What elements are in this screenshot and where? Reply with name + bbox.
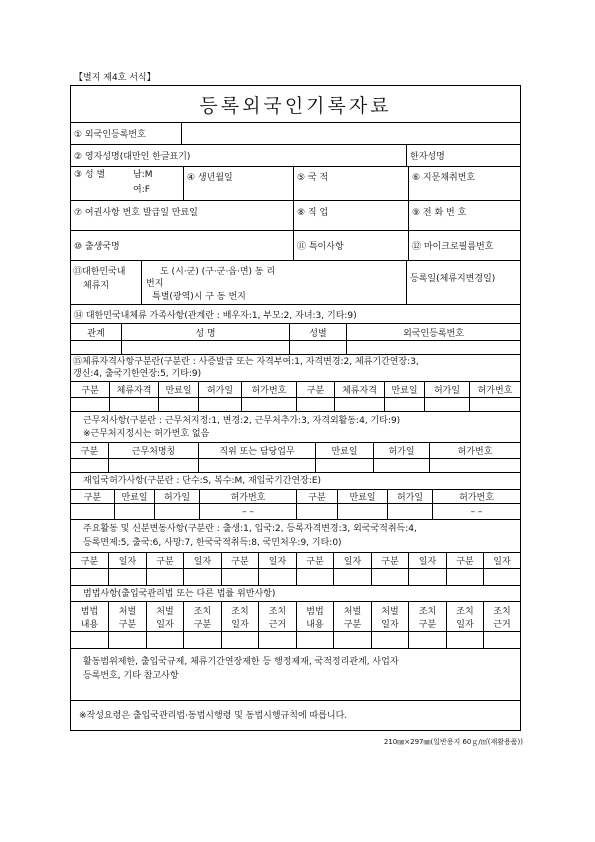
status-cell[interactable]: [469, 398, 520, 411]
violation-header-bottom: 구분: [118, 619, 137, 630]
violation-cell[interactable]: [221, 632, 258, 648]
reentry-header-row: [71, 489, 520, 503]
work-col-type: 구분: [80, 447, 99, 457]
reentry-col-permit-number: 허가번호: [199, 490, 296, 503]
paper-size-note: 210㎜×297㎜(일반용지 60ｇ/㎡(재활용품)): [383, 738, 523, 746]
reentry-permit-number-dash[interactable]: – –: [432, 504, 520, 519]
status-col-permit-date: 허가일: [198, 382, 241, 397]
instruction-text: ※작성요령은 출입국관리법·동법시행령 및 동법시행규칙에 따릅니다.: [79, 711, 348, 721]
reentry-cell[interactable]: [114, 504, 154, 519]
microfilm-number-label: ⑫ 마이크로필름번호: [408, 231, 520, 260]
address-line-2: 번지: [146, 279, 164, 289]
residence-address-field[interactable]: [141, 261, 406, 304]
activity-cell[interactable]: [408, 569, 446, 585]
reentry-permit-number-dash[interactable]: – –: [199, 504, 296, 519]
violation-col-penalty-type: [333, 602, 371, 631]
birth-country-label: ⑩ 출생국명: [74, 242, 120, 252]
family-header-row: [71, 323, 520, 340]
residence-label-line2: 체류지: [83, 281, 110, 291]
reentry-data-row: [71, 503, 520, 519]
violation-header-top: 범법: [80, 606, 99, 617]
work-cell[interactable]: [315, 459, 373, 472]
work-cell[interactable]: [198, 459, 315, 472]
sex-label: ③ 성 별: [74, 170, 106, 180]
violation-header-bottom: 내용: [80, 619, 99, 630]
sex-female-option[interactable]: 여:F: [133, 185, 150, 195]
english-name-label: ② 영자성명(대만인 한글표기): [74, 152, 191, 162]
status-col-qualification: 체류자격: [109, 382, 158, 397]
activity-cell[interactable]: [146, 569, 183, 585]
violation-col-offense: [296, 602, 333, 631]
name-row: [71, 144, 520, 166]
violation-col-action-type: [183, 602, 221, 631]
family-data-row: [71, 340, 520, 354]
status-cell[interactable]: [109, 398, 158, 411]
activity-col-type: 구분: [221, 553, 258, 568]
violation-col-action-basis: [258, 602, 296, 631]
status-col-type: 구분: [296, 382, 334, 397]
violation-cell[interactable]: [71, 632, 108, 648]
reentry-col-permit-date: 허가일: [154, 490, 199, 503]
activity-cell[interactable]: [371, 569, 408, 585]
violation-cell[interactable]: [371, 632, 408, 648]
activity-col-date: 일자: [333, 553, 371, 568]
registration-date-label: 등록일(체류지변경일): [406, 261, 520, 304]
violation-header-top: 조치: [268, 606, 287, 617]
violation-col-action-date: [221, 602, 258, 631]
registration-number-field[interactable]: [181, 123, 520, 144]
registration-number-row: [71, 122, 520, 144]
reentry-col-permit-number: 허가번호: [432, 490, 520, 503]
reentry-col-expiry: 만료일: [337, 490, 387, 503]
notes-row[interactable]: [71, 648, 520, 700]
family-cell[interactable]: [289, 341, 346, 354]
violation-header-top: 처벌: [381, 606, 399, 617]
special-notes-label: ⑪ 특이사항: [293, 231, 408, 260]
registration-number-label: ① 외국인등록번호: [74, 130, 146, 140]
family-col-relation: 관계: [87, 328, 105, 339]
record-form: [70, 85, 521, 731]
activity-col-type: 구분: [296, 553, 333, 568]
occupation-label: ⑧ 직 업: [293, 201, 408, 230]
work-title-row: [71, 411, 520, 442]
work-data-row: [71, 458, 520, 472]
status-cell[interactable]: [424, 398, 469, 411]
violation-header-bottom: 구분: [418, 619, 437, 630]
residence-label-line1: ⑬대한민국내: [73, 267, 126, 277]
family-title-row: [71, 304, 520, 323]
activity-cell[interactable]: [71, 569, 108, 585]
violation-header-bottom: 일자: [381, 619, 399, 630]
work-col-expiry: 만료일: [315, 443, 373, 458]
violation-col-action-type: [408, 602, 446, 631]
status-cell[interactable]: [198, 398, 241, 411]
activity-header-row: [71, 552, 520, 568]
status-cell[interactable]: [241, 398, 296, 411]
activity-cell[interactable]: [333, 569, 371, 585]
activity-col-date: 일자: [183, 553, 221, 568]
reentry-title-row: [71, 472, 520, 489]
violation-header-bottom: 일자: [231, 619, 249, 630]
family-col-name: 성 명: [121, 324, 289, 340]
sex-field: [71, 167, 183, 200]
activity-col-type: 구분: [446, 553, 483, 568]
status-col-permit-date: 허가일: [424, 382, 469, 397]
activity-cell[interactable]: [221, 569, 258, 585]
activity-cell[interactable]: [108, 569, 146, 585]
violation-header-top: 조치: [193, 606, 212, 617]
status-col-qualification: 체류자격: [334, 382, 384, 397]
family-col-registration-number: 외국인등록번호: [346, 324, 520, 340]
violation-col-action-date: [446, 602, 483, 631]
status-title-row: [71, 354, 520, 381]
family-cell[interactable]: [346, 341, 520, 354]
violation-cell[interactable]: [446, 632, 483, 648]
reentry-cell[interactable]: [337, 504, 387, 519]
activity-cell[interactable]: [296, 569, 333, 585]
phone-label: ⑨ 전 화 번 호: [408, 201, 520, 230]
violation-cell[interactable]: [108, 632, 146, 648]
violation-data-row: [71, 631, 520, 648]
instruction-row: [71, 700, 520, 730]
activity-data-row: [71, 568, 520, 585]
status-cell[interactable]: [296, 398, 334, 411]
work-cell[interactable]: [108, 459, 198, 472]
violation-col-penalty-date: [146, 602, 183, 631]
fingerprint-number-label: ⑥ 지문채취번호: [408, 167, 520, 200]
violation-header-bottom: 구분: [343, 619, 362, 630]
reentry-cell[interactable]: [71, 504, 114, 519]
violation-header-top: 조치: [456, 606, 474, 617]
status-cell[interactable]: [384, 398, 424, 411]
violation-cell[interactable]: [146, 632, 183, 648]
activity-cell[interactable]: [183, 569, 221, 585]
work-title-line1: 근무처사항(구분란 : 근무처지정:1, 변경:2, 근무처추가:3, 자격외활동:4, 기타:9): [83, 416, 401, 426]
violation-cell[interactable]: [408, 632, 446, 648]
violation-col-penalty-date: [371, 602, 408, 631]
violation-header-top: 처벌: [156, 606, 174, 617]
reentry-cell[interactable]: [296, 504, 337, 519]
reentry-col-expiry: 만료일: [114, 490, 154, 503]
status-col-type: 구분: [81, 386, 99, 396]
reentry-cell[interactable]: [387, 504, 432, 519]
activity-title-row: [71, 519, 520, 552]
activity-col-type: 구분: [371, 553, 408, 568]
status-data-row: [71, 397, 520, 411]
violation-header-bottom: 일자: [156, 619, 174, 630]
reentry-col-type: 구분: [296, 490, 337, 503]
status-title-line2: 갱신:4, 출국기한연장:5, 기타:9): [73, 369, 202, 379]
reentry-cell[interactable]: [154, 504, 199, 519]
reentry-col-permit-date: 허가일: [387, 490, 432, 503]
activity-col-date: 일자: [483, 553, 520, 568]
form-number-label: 【별지 제4호 서식】: [74, 73, 156, 83]
work-col-position: 직위 또는 담당업무: [198, 443, 315, 458]
violation-title-row: [71, 585, 520, 601]
work-col-permit-date: 허가일: [373, 443, 429, 458]
violation-header-row: [71, 601, 520, 631]
work-header-row: [71, 442, 520, 458]
violation-title: 범법사항(출입국관리법 또는 다른 법률 위반사항): [83, 589, 276, 599]
violation-header-bottom: 근거: [493, 619, 511, 630]
sex-male-option[interactable]: 남:M: [133, 170, 153, 180]
status-cell[interactable]: [71, 398, 109, 411]
activity-cell[interactable]: [258, 569, 296, 585]
violation-header-bottom: 내용: [306, 619, 324, 630]
violation-header-top: 범법: [306, 606, 324, 617]
title-row: [71, 86, 520, 122]
residence-label: [71, 261, 141, 304]
activity-cell[interactable]: [446, 569, 483, 585]
reentry-title: 재입국허가사항(구분란 : 단수:S, 복수:M, 재입국기간연장:E): [83, 476, 322, 486]
violation-header-bottom: 구분: [193, 619, 212, 630]
status-col-permit-number: 허가번호: [241, 382, 296, 397]
passport-row: [71, 200, 520, 230]
notes-line1: 활동범위제한, 출입국규제, 체류기간연장제한 등 행정제재, 국적정리관계, 사업자: [83, 657, 399, 667]
personal-info-row: [71, 166, 520, 200]
activity-title-line1: 주요활동 및 신분변동사항(구분란 : 출생:1, 입국:2, 등록자격변경:3, 외국국적취득:4,: [83, 524, 417, 534]
passport-label: ⑦ 여권사항 번호 발급일 만료일: [74, 208, 198, 218]
family-section-title: ⑭ 대한민국내체류 가족사항(관계란 : 배우자:1, 부모:2, 자녀:3, 기타:9): [74, 310, 357, 321]
status-col-expiry: 만료일: [384, 382, 424, 397]
birth-date-label: ④ 생년월일: [183, 167, 293, 200]
work-cell[interactable]: [71, 459, 108, 472]
address-line-1: 도 (시·군) (구·군·읍·면) 동 리: [160, 267, 276, 277]
work-cell[interactable]: [429, 459, 520, 472]
work-col-permit-number: 허가번호: [429, 443, 520, 458]
work-col-workplace: 근무처명칭: [108, 443, 198, 458]
violation-cell[interactable]: [183, 632, 221, 648]
violation-header-bottom: 근거: [268, 619, 287, 630]
activity-col-type: 구분: [80, 557, 99, 567]
activity-col-date: 일자: [408, 553, 446, 568]
status-col-expiry: 만료일: [158, 382, 198, 397]
family-cell[interactable]: [71, 341, 121, 354]
activity-col-date: 일자: [258, 553, 296, 568]
violation-header-top: 처벌: [343, 606, 362, 617]
violation-header-top: 조치: [493, 606, 511, 617]
family-col-sex: 성별: [289, 324, 346, 340]
violation-cell[interactable]: [296, 632, 333, 648]
reentry-col-type: 구분: [83, 493, 102, 503]
work-title-line2: ※근무처지정시는 허가번호 없음: [83, 429, 210, 439]
violation-header-top: 조치: [231, 606, 249, 617]
status-cell[interactable]: [158, 398, 198, 411]
hanja-name-label: 한자성명: [406, 145, 520, 166]
activity-col-type: 구분: [146, 553, 183, 568]
activity-cell[interactable]: [483, 569, 520, 585]
status-title-line1: ⑮체류자격사항구분란(구분란 : 사증발급 또는 자격부여:1, 자격변경:2, 체류기간연장:3,: [73, 357, 419, 367]
violation-col-penalty-type: [108, 602, 146, 631]
violation-header-top: 처벌: [118, 606, 137, 617]
status-header-row: [71, 381, 520, 397]
violation-cell[interactable]: [333, 632, 371, 648]
violation-cell[interactable]: [258, 632, 296, 648]
birthplace-row: [71, 230, 520, 260]
violation-col-action-basis: [483, 602, 520, 631]
residence-row: [71, 260, 520, 304]
status-cell[interactable]: [334, 398, 384, 411]
family-cell[interactable]: [121, 341, 289, 354]
violation-header-top: 조치: [418, 606, 437, 617]
violation-header-bottom: 일자: [456, 619, 474, 630]
activity-col-date: 일자: [108, 553, 146, 568]
address-line-3: 특별(광역)시 구 동 번지: [152, 292, 246, 302]
violation-col-offense: [71, 602, 108, 631]
status-col-permit-number: 허가번호: [469, 382, 520, 397]
work-cell[interactable]: [373, 459, 429, 472]
violation-cell[interactable]: [483, 632, 520, 648]
activity-title-line2: 등록면제:5, 출국:6, 사망:7, 한국국적취득:8, 국민처우:9, 기타:0): [83, 538, 342, 548]
form-title: 등록외국인기록자료: [199, 95, 392, 117]
notes-line2: 등록번호, 기타 참고사항: [83, 671, 179, 681]
nationality-label: ⑤ 국 적: [293, 167, 408, 200]
